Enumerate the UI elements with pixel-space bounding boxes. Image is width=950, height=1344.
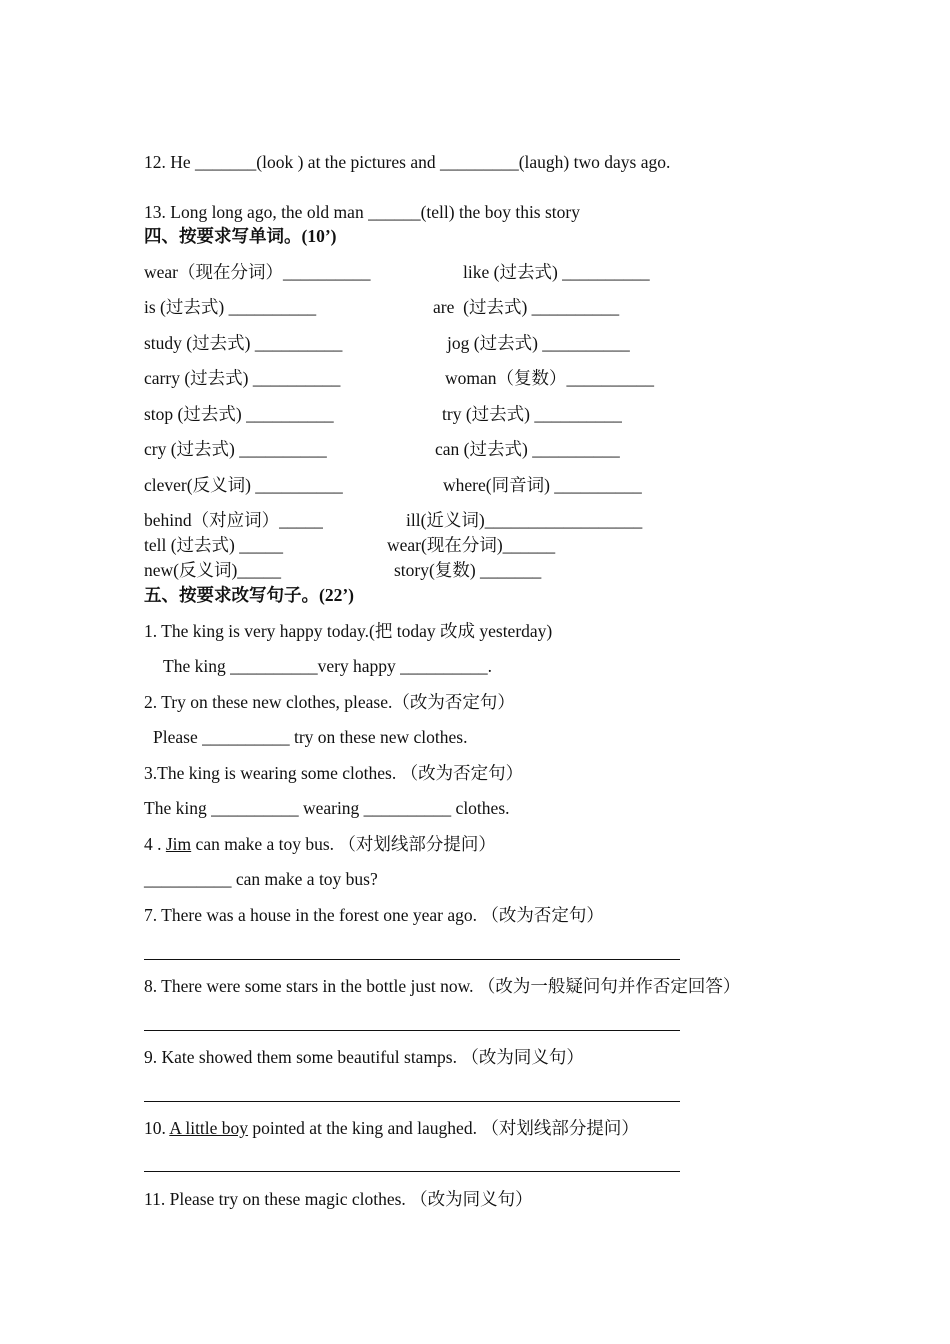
section-4-title: 四、按要求写单词。(10’) <box>144 226 337 246</box>
word-item: try (过去式) __________ <box>442 404 622 424</box>
word-item: wear（现在分词）__________ <box>144 262 371 282</box>
rewrite-question-1: 1. The king is very happy today.(把 today 改成 yesterday) <box>144 621 553 641</box>
question-number: 10. <box>144 1118 170 1138</box>
word-item: like (过去式) __________ <box>463 262 650 282</box>
word-item: story(复数) _______ <box>394 560 542 580</box>
word-item: can (过去式) __________ <box>435 439 620 459</box>
answer-rule <box>144 1101 680 1102</box>
rewrite-question-2: 2. Try on these new clothes, please.（改为否定句） <box>144 692 515 712</box>
word-item: new(反义词)_____ <box>144 560 282 580</box>
underlined-word: Jim <box>165 834 192 854</box>
rewrite-question-9: 9. Kate showed them some beautiful stamps. （改为同义句） <box>144 1047 584 1067</box>
word-item: ill(近义词)__________________ <box>406 510 643 530</box>
word-item: wear(现在分词)______ <box>387 535 556 555</box>
answer-line-2: Please __________ try on these new clothes. <box>153 727 468 747</box>
word-item: tell (过去式) _____ <box>144 535 284 555</box>
word-item: study (过去式) __________ <box>144 333 343 353</box>
rewrite-question-10 <box>144 1117 639 1139</box>
answer-line-4: __________ can make a toy bus? <box>144 869 378 889</box>
rewrite-question-8: 8. There were some stars in the bottle just now. （改为一般疑问句并作否定回答） <box>144 976 741 996</box>
word-item: carry (过去式) __________ <box>144 368 341 388</box>
rewrite-question-11: 11. Please try on these magic clothes. （改为同义句） <box>144 1189 533 1209</box>
word-item: clever(反义词) __________ <box>144 475 343 495</box>
word-item: cry (过去式) __________ <box>144 439 327 459</box>
question-text: can make a toy bus. （对划线部分提问） <box>191 834 496 854</box>
rewrite-question-4 <box>144 833 496 855</box>
word-item: where(同音词) __________ <box>443 475 642 495</box>
word-item: are (过去式) __________ <box>433 297 620 317</box>
word-item: stop (过去式) __________ <box>144 404 334 424</box>
section-5-title: 五、按要求改写句子。(22’) <box>144 585 354 605</box>
word-item: behind（对应词）_____ <box>144 510 323 530</box>
word-item: jog (过去式) __________ <box>447 333 630 353</box>
answer-line-3: The king __________ wearing __________ clothes. <box>144 798 510 818</box>
answer-line-1: The king __________very happy __________. <box>163 656 493 676</box>
rewrite-question-7: 7. There was a house in the forest one year ago. （改为否定句） <box>144 905 604 925</box>
word-item: is (过去式) __________ <box>144 297 317 317</box>
answer-rule <box>144 1030 680 1031</box>
answer-rule <box>144 959 680 960</box>
word-item: woman（复数）__________ <box>445 368 655 388</box>
question-number: 4 . <box>144 834 166 854</box>
rewrite-question-3: 3.The king is wearing some clothes. （改为否定句） <box>144 763 524 783</box>
question-13: 13. Long long ago, the old man ______(tell) the boy this story <box>144 202 580 222</box>
question-12: 12. He _______(look ) at the pictures and _________(laugh) two days ago. <box>144 152 671 172</box>
answer-rule <box>144 1171 680 1172</box>
question-text: pointed at the king and laughed. （对划线部分提问） <box>248 1118 639 1138</box>
underlined-phrase: A little boy <box>169 1118 249 1138</box>
